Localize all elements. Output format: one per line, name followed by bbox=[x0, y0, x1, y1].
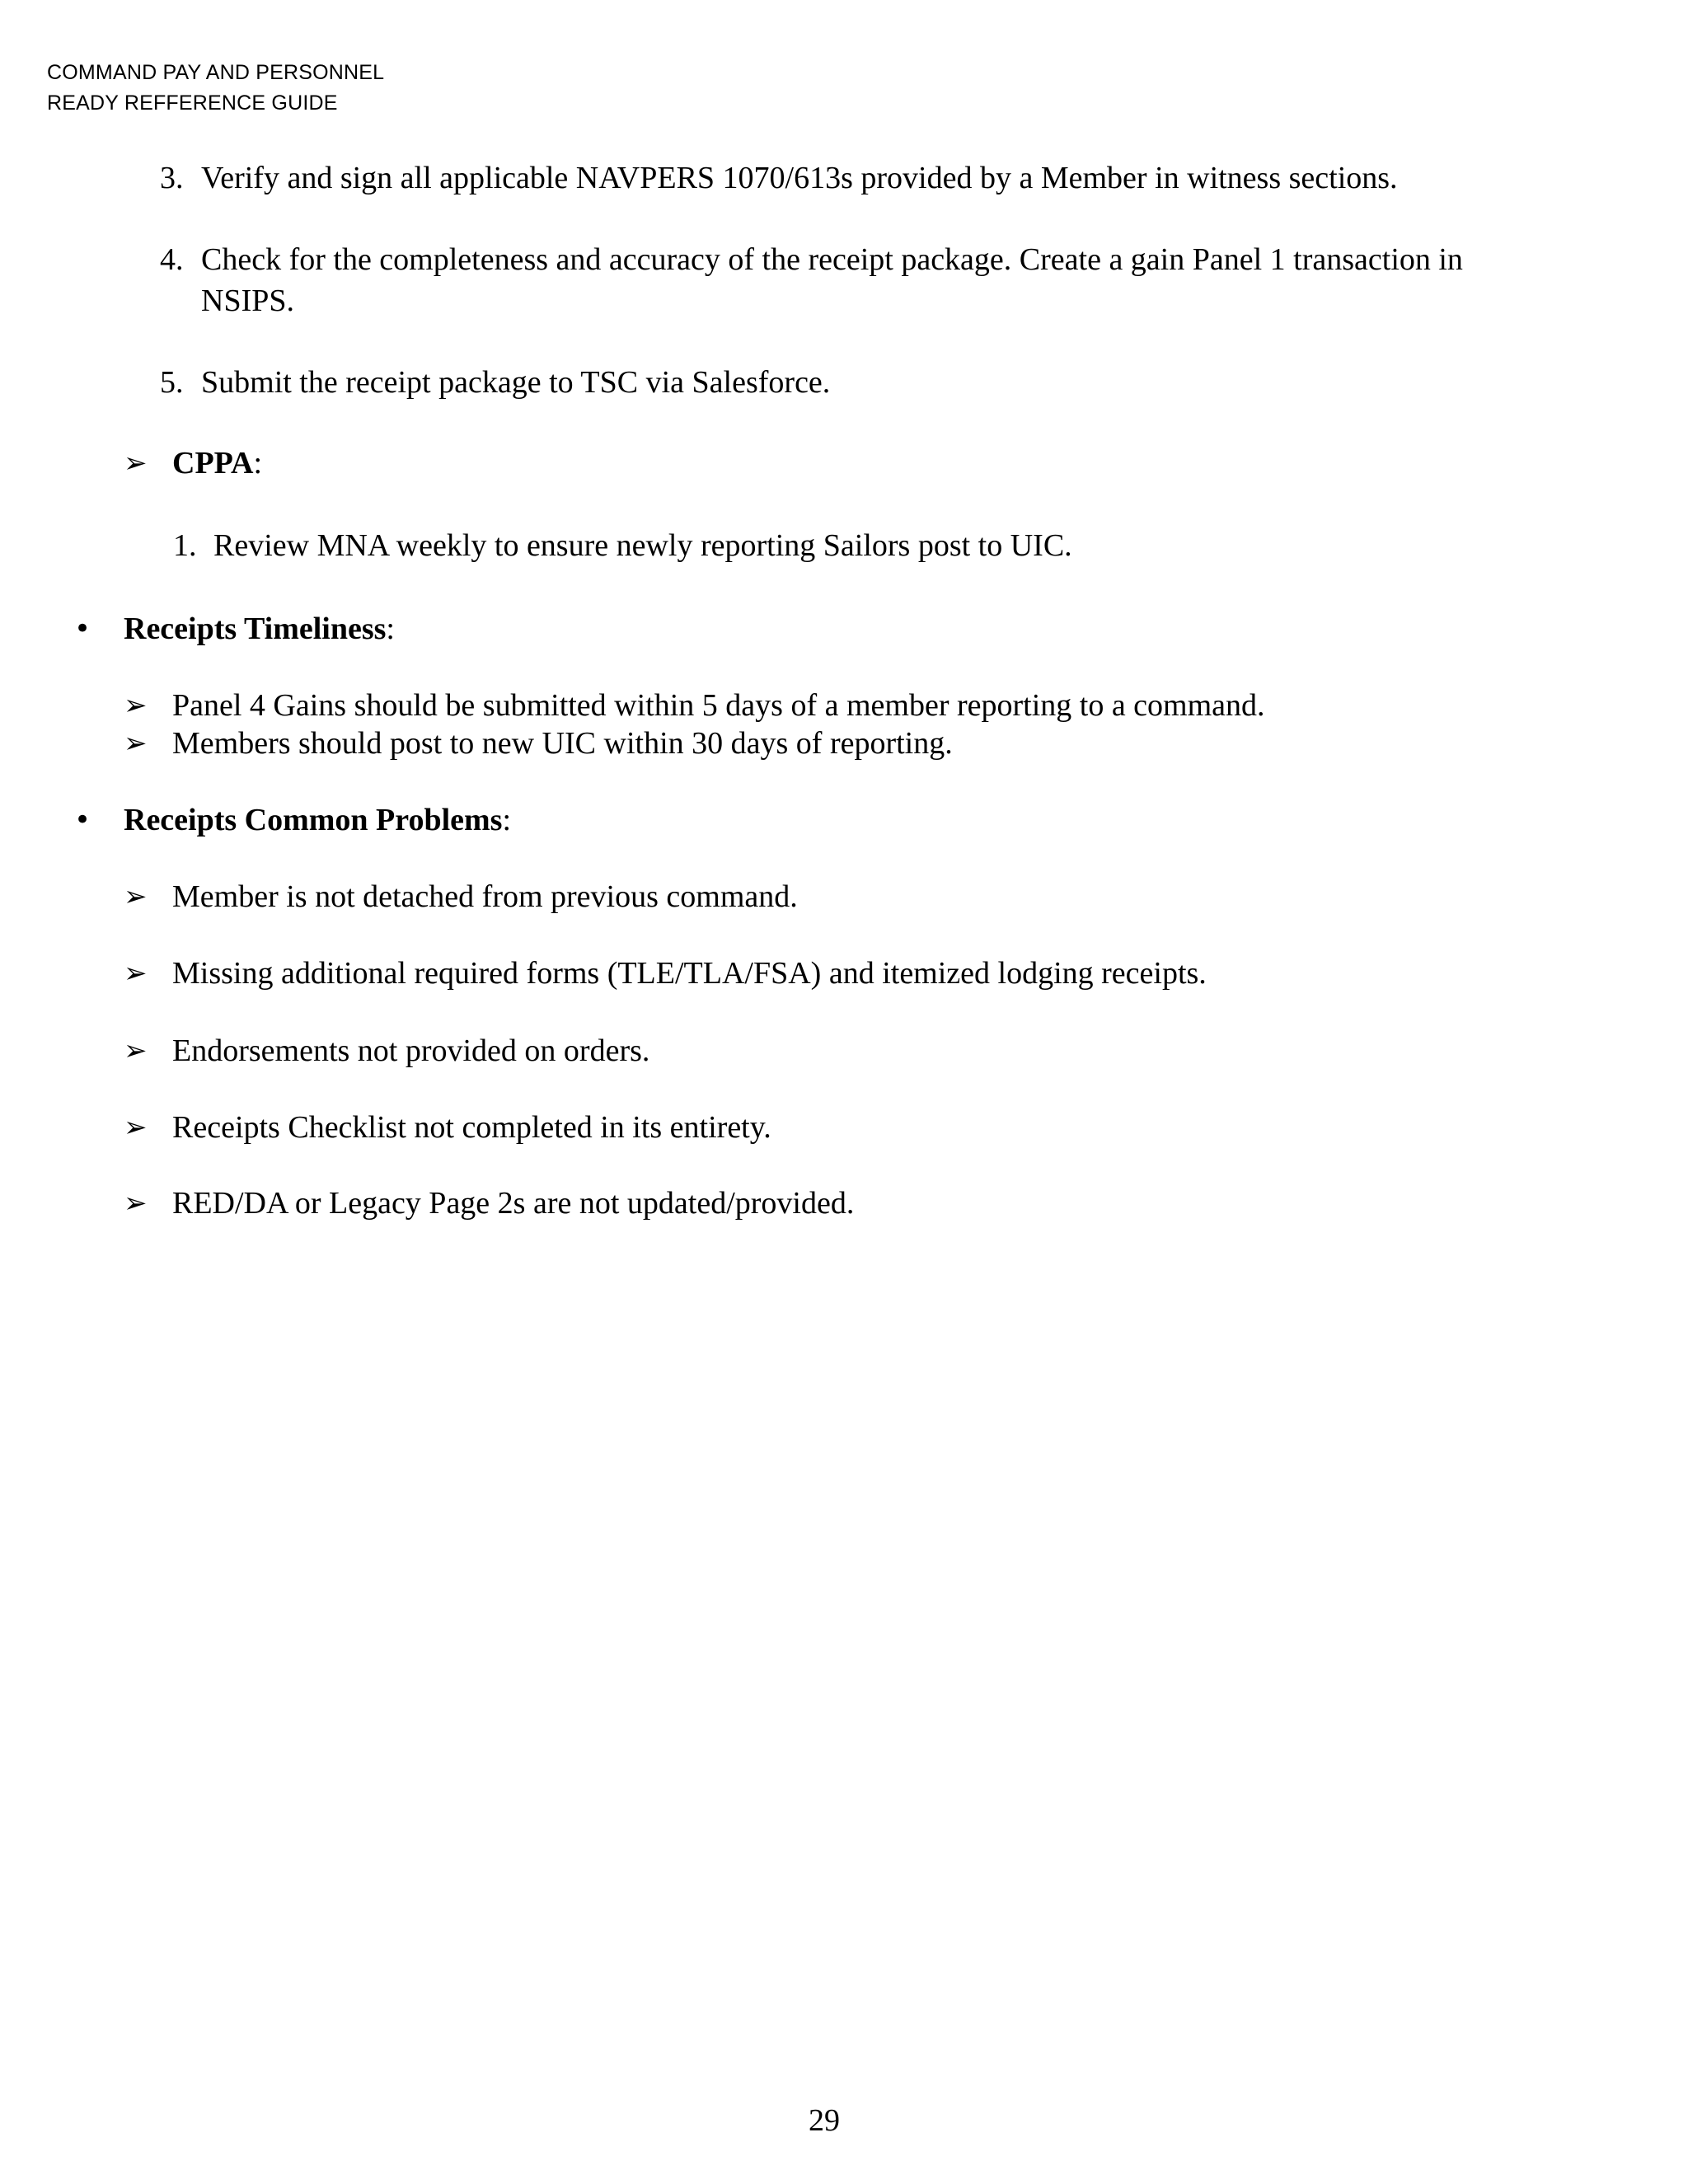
problem-item: RED/DA or Legacy Page 2s are not updated/provided. bbox=[172, 1186, 855, 1221]
header-line-2: READY REFFERENCE GUIDE bbox=[47, 91, 338, 115]
arrow-bullet-icon: ➢ bbox=[124, 727, 148, 760]
timeliness-item: Panel 4 Gains should be submitted within 5 days of a member reporting to a command. bbox=[172, 688, 1265, 723]
problem-item: Member is not detached from previous command. bbox=[172, 879, 798, 914]
step-number: 5. bbox=[160, 365, 184, 400]
timeliness-colon: : bbox=[386, 612, 395, 646]
problem-item: Endorsements not provided on orders. bbox=[172, 1033, 650, 1068]
arrow-bullet-icon: ➢ bbox=[124, 957, 148, 990]
arrow-bullet-icon: ➢ bbox=[124, 447, 148, 480]
cppa-heading bbox=[172, 443, 262, 484]
cppa-colon: : bbox=[253, 446, 263, 480]
timeliness-title: Receipts Timeliness bbox=[124, 612, 387, 646]
arrow-bullet-icon: ➢ bbox=[124, 1034, 148, 1067]
step-text: Check for the completeness and accuracy of the receipt package. Create a gain Panel 1 transaction in bbox=[201, 242, 1463, 277]
problems-colon: : bbox=[502, 803, 512, 837]
cppa-item-text: Review MNA weekly to ensure newly reporting Sailors post to UIC. bbox=[213, 528, 1072, 563]
timeliness-item: Members should post to new UIC within 30 days of reporting. bbox=[172, 726, 953, 761]
arrow-bullet-icon: ➢ bbox=[124, 1187, 148, 1220]
arrow-bullet-icon: ➢ bbox=[124, 880, 148, 913]
step-text-continued: NSIPS. bbox=[201, 284, 294, 318]
step-number: 3. bbox=[160, 161, 184, 195]
bullet-icon: • bbox=[74, 804, 91, 837]
header-line-1: COMMAND PAY AND PERSONNEL bbox=[47, 61, 385, 84]
problem-item: Missing additional required forms (TLE/TLA/FSA) and itemized lodging receipts. bbox=[172, 956, 1207, 991]
step-text: Verify and sign all applicable NAVPERS 1070/613s provided by a Member in witness sections. bbox=[201, 161, 1398, 195]
page-number: 29 bbox=[809, 2103, 840, 2138]
cppa-title: CPPA bbox=[172, 446, 254, 480]
problems-heading bbox=[124, 799, 511, 841]
step-text: Submit the receipt package to TSC via Salesforce. bbox=[201, 365, 831, 400]
running-header bbox=[47, 58, 384, 119]
bullet-icon: • bbox=[74, 612, 91, 645]
problems-title: Receipts Common Problems bbox=[124, 803, 503, 837]
step-number: 4. bbox=[160, 242, 184, 277]
arrow-bullet-icon: ➢ bbox=[124, 1111, 148, 1144]
cppa-item-number: 1. bbox=[173, 528, 197, 563]
timeliness-heading bbox=[124, 608, 395, 649]
problem-item: Receipts Checklist not completed in its entirety. bbox=[172, 1110, 771, 1145]
arrow-bullet-icon: ➢ bbox=[124, 689, 148, 722]
